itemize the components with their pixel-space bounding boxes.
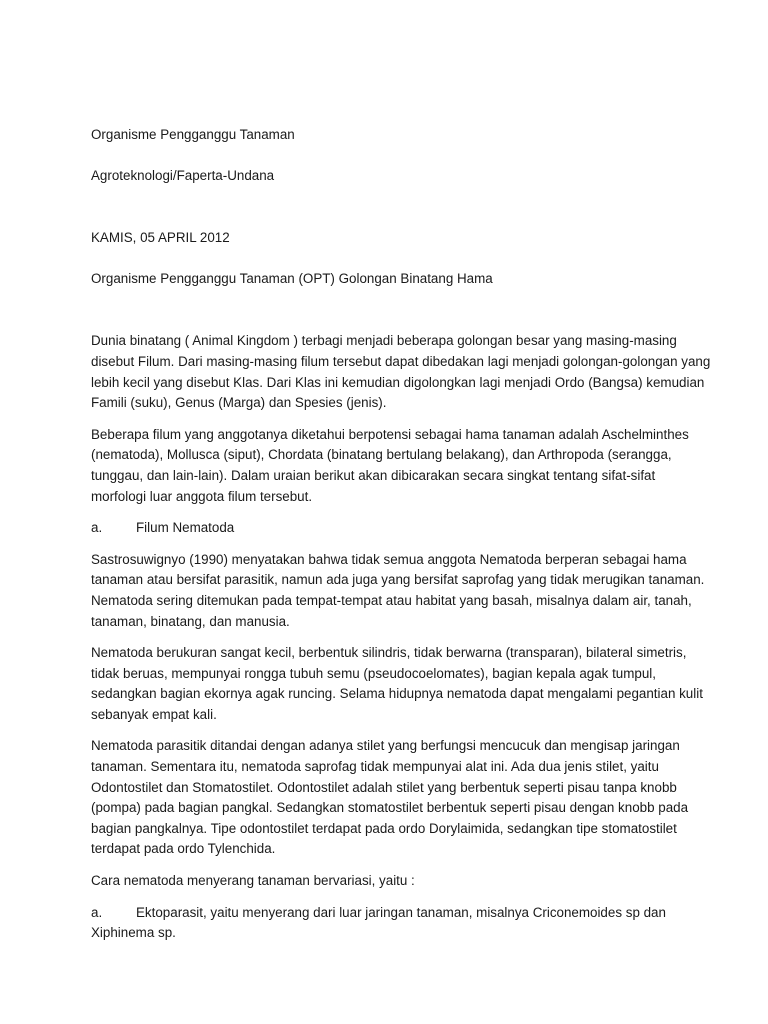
paragraph-3 xyxy=(91,550,705,632)
paragraph-2-line: Beberapa filum yang anggotanya diketahui berpotensi sebagai hama tanaman adalah Aschelminthes xyxy=(91,426,689,442)
blog-title: Organisme Pengganggu Tanaman xyxy=(91,127,295,142)
paragraph-2-line: (nematoda), Mollusca (siput), Chordata (binatang bertulang belakang), dan Arthropoda (serangga, xyxy=(91,447,672,463)
paragraph-2 xyxy=(91,425,691,507)
post-date: KAMIS, 05 APRIL 2012 xyxy=(91,230,230,246)
blog-subtitle: Agroteknologi/Faperta-Undana xyxy=(91,167,275,183)
paragraph-3-line: Nematoda sering ditemukan pada tempat-tempat atau habitat yang basah, misalnya dalam air, tanah, xyxy=(91,592,692,608)
paragraph-2-line: tunggau, dan lain-lain). Dalam uraian berikut akan dibicarakan secara singkat tentang sifat-sifat xyxy=(91,467,656,483)
paragraph-4-line: Nematoda berukuran sangat kecil, berbentuk silindris, tidak berwarna (transparan), bilateral simetris, xyxy=(91,645,687,661)
document-page xyxy=(91,125,711,944)
paragraph-4-line: sebanyak empat kali. xyxy=(91,706,217,722)
section-a-title: Filum Nematoda xyxy=(136,520,235,536)
paragraph-4 xyxy=(91,643,703,725)
paragraph-1-line: Famili (suku), Genus (Marga) dan Spesies (jenis). xyxy=(91,395,387,411)
section-a-heading xyxy=(91,518,691,539)
paragraph-4-line: sedangkan bagian ekornya agak runcing. Selama hidupnya nematoda dapat mengalami pegantian kulit xyxy=(91,686,703,702)
paragraph-1-line: disebut Filum. Dari masing-masing filum tersebut dapat dibedakan lagi menjadi golongan-golongan yang xyxy=(91,353,711,369)
paragraph-3-line: tanaman atau bersifat parasitik, namun ada juga yang bersifat saprofag yang tidak merugikan tanaman. xyxy=(91,572,705,588)
paragraph-5-line: bagian pangkalnya. Tipe odontostilet terdapat pada ordo Dorylaimida, sedangkan tipe stomatostilet xyxy=(91,820,677,836)
section-a-marker: a. xyxy=(91,520,103,536)
paragraph-3-line: tanaman, binatang, dan manusia. xyxy=(91,613,290,629)
paragraph-1-line: Dunia binatang ( Animal Kingdom ) terbagi menjadi beberapa golongan besar yang masing-masing xyxy=(91,333,677,349)
paragraph-1 xyxy=(91,331,711,413)
list-item-a-line xyxy=(91,903,691,924)
paragraph-2-line: morfologi luar anggota filum tersebut. xyxy=(91,488,313,504)
post-title: Organisme Pengganggu Tanaman (OPT) Golongan Binatang Hama xyxy=(91,270,493,286)
list-item-a-text: Ektoparasit, yaitu menyerang dari luar jaringan tanaman, misalnya Criconemoides sp dan xyxy=(136,904,666,920)
paragraph-5-line: Odontostilet dan Stomatostilet. Odontostilet adalah stilet yang berbentuk seperti pisau tanpa knobb xyxy=(91,779,677,795)
paragraph-4-line: tidak beruas, mempunyai rongga tubuh semu (pseudocoelomates), bagian kepala agak tumpul, xyxy=(91,665,656,681)
paragraph-5-line: terdapat pada ordo Tylenchida. xyxy=(91,841,276,857)
paragraph-5-line: Nematoda parasitik ditandai dengan adanya stilet yang berfungsi mencucuk dan mengisap jaringan xyxy=(91,738,680,754)
paragraph-1-line: lebih kecil yang disebut Klas. Dari Klas ini kemudian digolongkan lagi menjadi Ordo (Bangsa) kemudian xyxy=(91,374,705,390)
paragraph-3-line: Sastrosuwignyo (1990) menyatakan bahwa tidak semua anggota Nematoda berperan sebagai hama xyxy=(91,551,687,567)
paragraph-6: Cara nematoda menyerang tanaman bervariasi, yaitu : xyxy=(91,873,415,889)
list-item-a-marker: a. xyxy=(91,904,103,920)
list-item-a xyxy=(91,903,691,944)
paragraph-5 xyxy=(91,736,691,860)
paragraph-5-line: (pompa) pada bagian pangkal. Sedangkan stomatostilet berbentuk seperti pisau dengan knobb pada xyxy=(91,800,689,816)
paragraph-5-line: tanaman. Sementara itu, nematoda saprofag tidak mempunyai alat ini. Ada dua jenis stilet, yaitu xyxy=(91,759,659,775)
list-item-a-line: Xiphinema sp. xyxy=(91,925,176,941)
